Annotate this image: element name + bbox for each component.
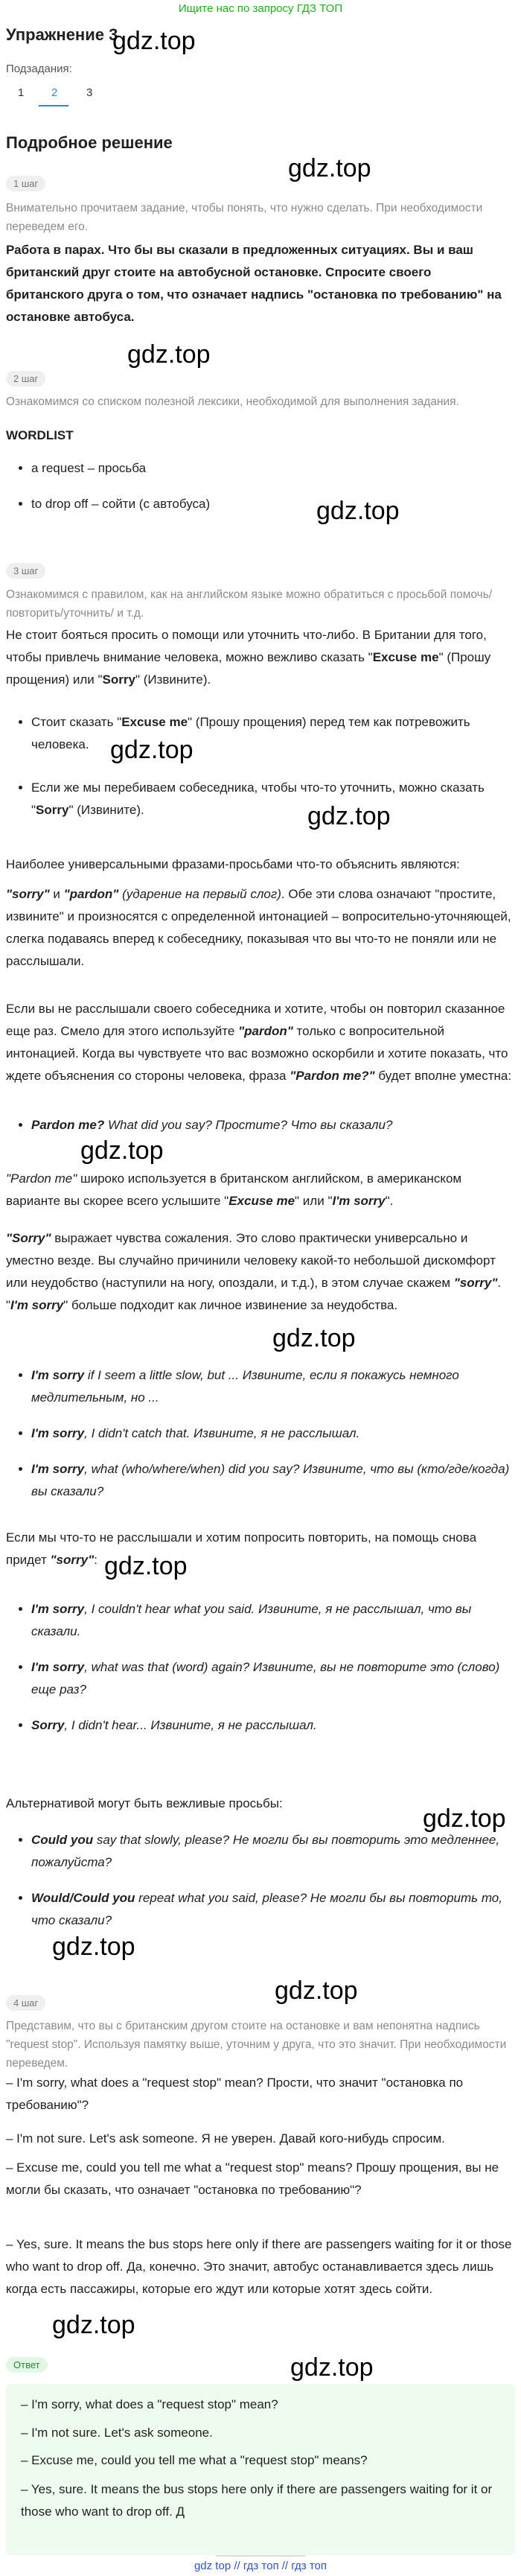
answer-badge: Ответ: [6, 2357, 48, 2373]
step-intro: Ознакомимся со списком полезной лексики, необходимой для выполнения задания.: [6, 395, 459, 408]
footer-links[interactable]: gdz top // гдз топ // гдз топ: [194, 2560, 327, 2572]
answer-line: – I'm not sure. Let's ask someone.: [21, 2426, 213, 2440]
watermark: gdz.top: [52, 2311, 135, 2339]
dialogue-line: – Yes, sure. It means the bus stops here only if there are passengers waiting for it or those who want to drop off. Да, конечно. Это значит, автобус останавливается здесь лишь когда есть пассажиры, которые его ждут или которые хотят здесь сойти.: [6, 2237, 512, 2296]
rule-paragraph: "Sorry" выражает чувства сожаления. Это слово практически универсально и уместно везде. Вы случайно причинили человеку какой-то небольшой дискомфорт или неудобство (наступили на ногу, опоздали, и т.д.), в этом случае скажем "sorry". "I'm sorry" больше подходит как личное извинение за неудобства.: [6, 1231, 502, 1312]
watermark: gdz.top: [112, 27, 196, 55]
step-badge: 2 шаг: [6, 371, 45, 387]
example-bullets: [6, 1364, 512, 1516]
watermark: gdz.top: [290, 2353, 374, 2382]
watermark: gdz.top: [80, 1136, 164, 1165]
step-badge: 1 шаг: [6, 176, 45, 191]
bullet-item: • Sorry, I didn't hear... Извините, я не расслышал.: [31, 1714, 512, 1737]
dialogue-line: – Excuse me, could you tell me what a "request stop" means? Прошу прощения, вы не могли бы сказать, что означает "остановка по требованию"?: [6, 2160, 499, 2197]
bullet-item: • I'm sorry, I didn't catch that. Извините, я не расслышал.: [31, 1422, 512, 1445]
dialogue-line: – I'm not sure. Let's ask someone. Я не уверен. Давай кого-нибудь спросим.: [6, 2131, 445, 2146]
subtask-active-underline: [39, 105, 68, 106]
task-text: Работа в парах. Что бы вы сказали в предложенных ситуациях. Вы и ваш британский друг стоите на автобусной остановке. Спросите своего британского друга о том, что означает надпись "остановка по требованию" на остановке автобуса.: [6, 243, 502, 324]
footer-divider: [216, 2555, 305, 2557]
wordlist-title: WORDLIST: [6, 428, 74, 442]
rule-paragraph: Если мы что-то не расслышали и хотим попросить повторить, на помощь снова придет "sorry":: [6, 1530, 477, 1567]
subtask-tab-2[interactable]: 2: [51, 86, 58, 99]
subtask-tab-1[interactable]: 1: [18, 86, 25, 99]
bullet-item: • I'm sorry, what (who/where/when) did you say? Извините, что вы (кто/где/когда) вы сказали?: [31, 1458, 512, 1503]
step-intro: Внимательно прочитаем задание, чтобы понять, что нужно сделать. При необходимости переведем его.: [6, 202, 483, 233]
watermark: gdz.top: [127, 340, 211, 369]
watermark: gdz.top: [52, 1933, 135, 1961]
solution-title: Подробное решение: [6, 133, 173, 152]
watermark: gdz.top: [316, 497, 400, 525]
watermark: gdz.top: [288, 154, 371, 182]
watermark: gdz.top: [307, 802, 391, 830]
bullet-item: • Pardon me? What did you say? Простите? Что вы сказали?: [31, 1114, 512, 1136]
rule-paragraph: Не стоит бояться просить о помощи или уточнить что-либо. В Британии для того, чтобы привлечь внимание человека, можно вежливо сказать "Excuse me" (Прошу прощения) или "Sorry" (Извините).: [6, 628, 491, 687]
dialogue-line: – I'm sorry, what does a "request stop" mean? Прости, что значит "остановка по требованию"?: [6, 2076, 464, 2112]
watermark: gdz.top: [110, 736, 194, 764]
rule-paragraph: Альтернативой могут быть вежливые просьбы:: [6, 1796, 283, 1810]
top-banner[interactable]: Ищите нас по запросу ГДЗ ТОП: [178, 2, 343, 15]
bullet-item: • I'm sorry, I couldn't hear what you said. Извините, я не расслышал, что вы сказали.: [31, 1598, 512, 1643]
bullet-item: • I'm sorry if I seem a little slow, but ... Извините, если я покажусь немного медлительным, но ...: [31, 1364, 512, 1409]
watermark: gdz.top: [272, 1324, 356, 1352]
exercise-title: Упражнение 3: [6, 25, 118, 44]
subtask-tab-3[interactable]: 3: [86, 86, 93, 99]
step-intro: Представим, что вы с британским другом стоите на остановке и вам непонятна надпись "request stop". Используя памятку выше, уточним у друга, что это значит. При необходимости переведем.: [6, 2020, 507, 2070]
rule-paragraph: Наиболее универсальными фразами-просьбами что-то объяснить являются:: [6, 857, 460, 871]
subtasks-label: Подзадания:: [6, 63, 72, 75]
example-bullets: [6, 1829, 512, 1945]
rule-paragraph: "sorry" и "pardon" (ударение на первый слог). Обе эти слова означают "простите, извините" и произносятся с определенной интонацией – вопросительно-уточняющей, слегка подаваясь вперед к собеседнику, показывая что вы что-то не поняли или не расслышали.: [6, 887, 511, 968]
rule-paragraph: "Pardon me" широко используется в британском английском, в американском варианте вы скорее всего услышите "Excuse me" или "I'm sorry".: [6, 1171, 462, 1208]
answer-line: – Excuse me, could you tell me what a "request stop" means?: [21, 2453, 368, 2467]
step-badge: 3 шаг: [6, 563, 45, 579]
rule-paragraph: Если вы не расслышали своего собеседника и хотите, чтобы он повторил сказанное еще раз. Смело для этого используйте "pardon" только с вопросительной интонацией. Когда вы чувствуете что вас возможно оскорбили и хотите показать, что ждете объяснения со стороны человека, фраза "Pardon me?" будет вполне уместна:: [6, 1002, 512, 1083]
watermark: gdz.top: [104, 1552, 188, 1580]
bullet-item: • Стоит сказать "Excuse me" (Прошу прощения) перед тем как потревожить человека.: [31, 711, 512, 756]
wordlist-item: • to drop off – сойти (с автобуса): [31, 493, 512, 515]
bullet-item: • Would/Could you repeat what you said, please? Не могли бы вы повторить то, что сказали?: [31, 1887, 512, 1932]
bullet-item: • Could you say that slowly, please? Не могли бы вы повторить это медленнее, пожалуйста?: [31, 1829, 512, 1874]
answer-line: – I'm sorry, what does a "request stop" mean?: [21, 2397, 278, 2411]
step-intro: Ознакомимся с правилом, как на английском языке можно обратиться с просьбой помочь/повторить/уточнить/ и т.д.: [6, 588, 493, 620]
wordlist-item: • a request – просьба: [31, 457, 512, 480]
step-badge: 4 шаг: [6, 1995, 45, 2011]
rule-bullets: [6, 711, 512, 835]
wordlist: [6, 457, 512, 529]
example-bullets: [6, 1598, 512, 1750]
watermark: gdz.top: [275, 1976, 358, 2005]
answer-line: – Yes, sure. It means the bus stops here only if there are passengers waiting for it or those who want to drop off. Д: [21, 2482, 493, 2519]
bullet-item: • Если же мы перебиваем собеседника, чтобы что-то уточнить, можно сказать "Sorry" (Извините).: [31, 777, 512, 821]
watermark: gdz.top: [423, 1804, 506, 1833]
bullet-item: • I'm sorry, what was that (word) again? Извините, вы не повторите это (слово) еще раз?: [31, 1656, 512, 1701]
